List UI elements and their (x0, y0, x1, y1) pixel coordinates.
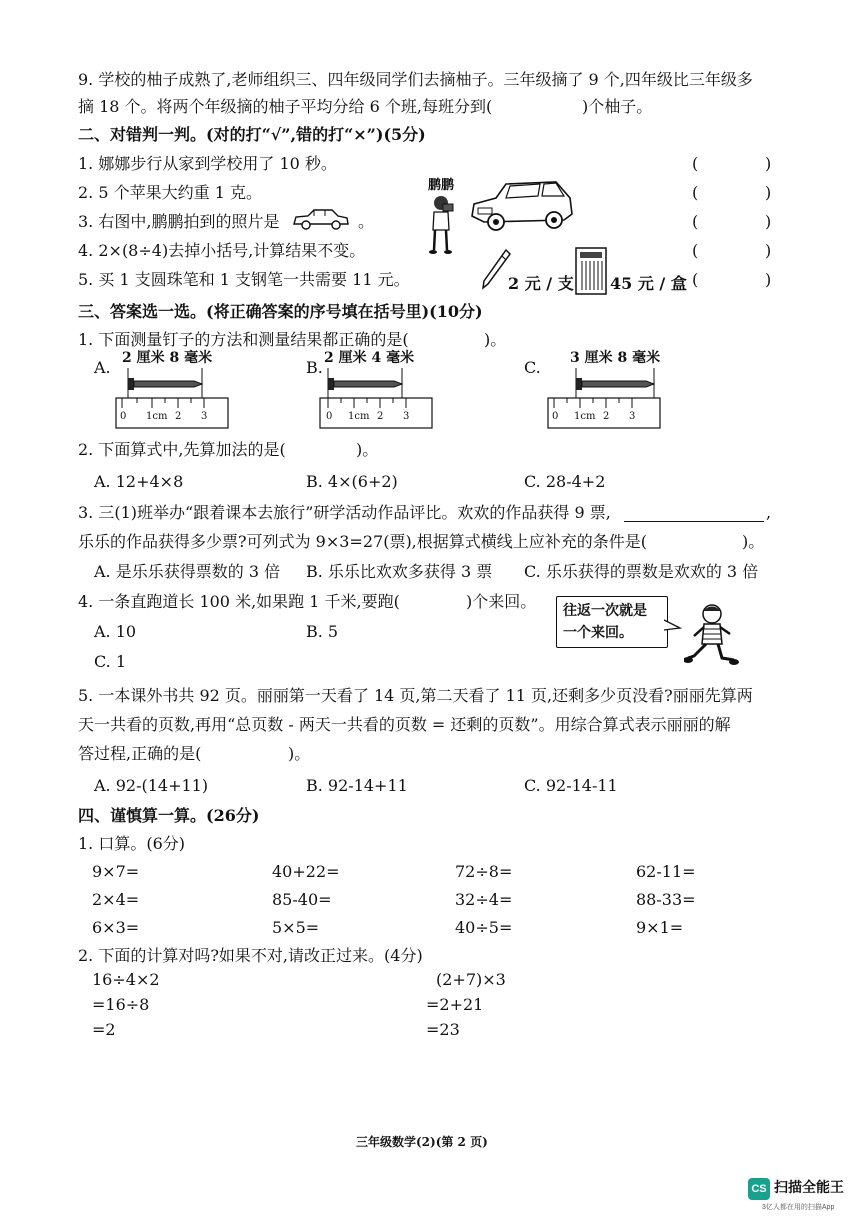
ruler-c-tick-0: 0 (552, 411, 559, 422)
ruler-figure-c (546, 368, 662, 430)
q3-option-b: B. 乐乐比欢欢多获得 3 票 (306, 562, 493, 581)
box-price: 45 元 / 盒 (610, 274, 687, 293)
correction-title: 2. 下面的计算对吗?如果不对,请改正过来。(4分) (78, 946, 423, 965)
q4-option-b: B. 5 (306, 622, 339, 641)
q5-option-c: C. 92-14-11 (524, 776, 618, 795)
q9-line2: 摘 18 个。将两个年级摘的柚子平均分给 6 个班,每班分到( (78, 97, 493, 116)
q9-line1: 9. 学校的柚子成熟了,老师组织三、四年级同学们去摘柚子。三年级摘了 9 个,四年级比三年级多 (78, 70, 753, 89)
judge-item-2: 2. 5 个苹果大约重 1 克。 (78, 183, 262, 202)
q5-option-a: A. 92-(14+11) (94, 776, 209, 795)
ruler-a-tick-0: 0 (120, 411, 127, 422)
section3-title: 三、答案选一选。(将正确答案的序号填在括号里)(10分) (78, 302, 483, 321)
oral-item: 9×7= (92, 862, 140, 881)
q2-option-b: B. 4×(6+2) (306, 472, 398, 491)
q3-line2-end: )。 (742, 532, 765, 551)
q1-option-b-label: 2 厘米 4 毫米 (324, 350, 415, 366)
ruler-c-tick-1: 1cm (574, 411, 596, 422)
running-boy-icon (684, 602, 740, 672)
calc-right-line: =23 (426, 1020, 460, 1039)
ruler-figure-b (318, 368, 434, 430)
q1-option-b-letter: B. (306, 358, 323, 377)
ruler-c-tick-3: 3 (629, 411, 636, 422)
section4-title: 四、谨慎算一算。(26分) (78, 806, 260, 825)
judge-item-1: 1. 娜娜步行从家到学校用了 10 秒。 (78, 154, 337, 173)
q3-option-c: C. 乐乐获得的票数是欢欢的 3 倍 (524, 562, 759, 581)
q3-option-a: A. 是乐乐获得票数的 3 倍 (94, 562, 281, 581)
oral-item: 40+22= (272, 862, 340, 881)
bubble-line-1: 往返一次就是 (563, 603, 647, 619)
oral-item: 62-11= (636, 862, 696, 881)
oral-item: 9×1= (636, 918, 684, 937)
oral-item: 6×3= (92, 918, 140, 937)
q1-option-a-label: 2 厘米 8 毫米 (122, 350, 213, 366)
q5-line2: 天一共看的页数,再用“总页数 - 两天一共看的页数 = 还剩的页数”。用综合算式表示丽丽的解 (78, 715, 731, 734)
ruler-b-tick-3: 3 (403, 411, 410, 422)
camscanner-logo: CS (748, 1178, 770, 1200)
q1-stem: 1. 下面测量钉子的方法和测量结果都正确的是( (78, 330, 409, 349)
judge-item-3-end: 。 (358, 212, 375, 231)
oral-item: 32÷4= (455, 890, 513, 909)
q1-option-c-letter: C. (524, 358, 541, 377)
page-footer: 三年级数学(2)(第 2 页) (356, 1135, 488, 1149)
q1-stem-end: )。 (484, 330, 507, 349)
calc-left-line: =16÷8 (92, 995, 150, 1014)
pen-price: 2 元 / 支 (508, 274, 574, 293)
q9-line2-end: )个柚子。 (582, 97, 653, 116)
q3-line1: 3. 三(1)班举办“跟着课本去旅行”研学活动作品评比。欢欢的作品获得 9 票, (78, 503, 611, 522)
pengpeng-label: 鹏鹏 (428, 178, 455, 193)
ruler-a-tick-3: 3 (201, 411, 208, 422)
ruler-b-tick-0: 0 (326, 411, 333, 422)
small-car-icon (290, 207, 352, 231)
q2-stem-end: )。 (356, 440, 379, 459)
ruler-figure-a (114, 368, 230, 430)
q3-line1-end: , (766, 503, 772, 522)
calc-left-line: =2 (92, 1020, 116, 1039)
section2-title: 二、对错判一判。(对的打“√”,错的打“×”)(5分) (78, 125, 426, 144)
judge-item-4: 4. 2×(8÷4)去掉小括号,计算结果不变。 (78, 241, 366, 260)
q1-option-a-letter: A. (94, 358, 111, 377)
oral-item: 88-33= (636, 890, 696, 909)
q4-stem: 4. 一条直跑道长 100 米,如果跑 1 千米,要跑( (78, 592, 400, 611)
calc-left-line: 16÷4×2 (92, 970, 160, 989)
q5-line1: 5. 一本课外书共 92 页。丽丽第一天看了 14 页,第二天看了 11 页,还剩多少页没看?丽丽先算两 (78, 686, 753, 705)
q2-stem: 2. 下面算式中,先算加法的是( (78, 440, 286, 459)
camscanner-tagline: 3亿人都在用的扫描App (762, 1204, 835, 1211)
oral-calc-title: 1. 口算。(6分) (78, 834, 186, 853)
ruler-a-tick-2: 2 (175, 411, 182, 422)
ruler-b-tick-2: 2 (377, 411, 384, 422)
q4-option-c: C. 1 (94, 652, 127, 671)
speech-bubble (556, 596, 668, 648)
bubble-line-2: 一个来回。 (563, 625, 633, 641)
judge-item-5: 5. 买 1 支圆珠笔和 1 支钢笔一共需要 11 元。 (78, 270, 410, 289)
q4-stem-end: )个来回。 (466, 592, 537, 611)
q3-blank-line[interactable] (624, 505, 764, 522)
oral-item: 72÷8= (455, 862, 513, 881)
q1-option-c-label: 3 厘米 8 毫米 (570, 350, 661, 366)
ruler-a-tick-1: 1cm (146, 411, 168, 422)
nail-ruler-a-drawing (114, 368, 230, 430)
judge-item-3: 3. 右图中,鹏鹏拍到的照片是 (78, 212, 280, 231)
q5-line3: 答过程,正确的是( (78, 744, 202, 763)
ruler-b-tick-1: 1cm (348, 411, 370, 422)
photographer-boy-icon (425, 194, 459, 256)
oral-item: 40÷5= (455, 918, 513, 937)
q5-line3-end: )。 (288, 744, 311, 763)
oral-item: 85-40= (272, 890, 332, 909)
q3-line2: 乐乐的作品获得多少票?可列式为 9×3=27(票),根据算式横线上应补充的条件是( (78, 532, 648, 551)
oral-item: 5×5= (272, 918, 320, 937)
q4-option-a: A. 10 (94, 622, 137, 641)
large-car-icon (466, 176, 578, 236)
oral-item: 2×4= (92, 890, 140, 909)
nail-ruler-b-drawing (318, 368, 434, 430)
q2-option-c: C. 28-4+2 (524, 472, 606, 491)
q5-option-b: B. 92-14+11 (306, 776, 408, 795)
camscanner-name: 扫描全能王 (774, 1179, 844, 1195)
calc-right-line: =2+21 (426, 995, 484, 1014)
pen-box-icon (574, 246, 608, 296)
bubble-tail-icon (664, 618, 682, 632)
ruler-c-tick-2: 2 (603, 411, 610, 422)
calc-right-line: (2+7)×3 (436, 970, 506, 989)
q2-option-a: A. 12+4×8 (94, 472, 184, 491)
